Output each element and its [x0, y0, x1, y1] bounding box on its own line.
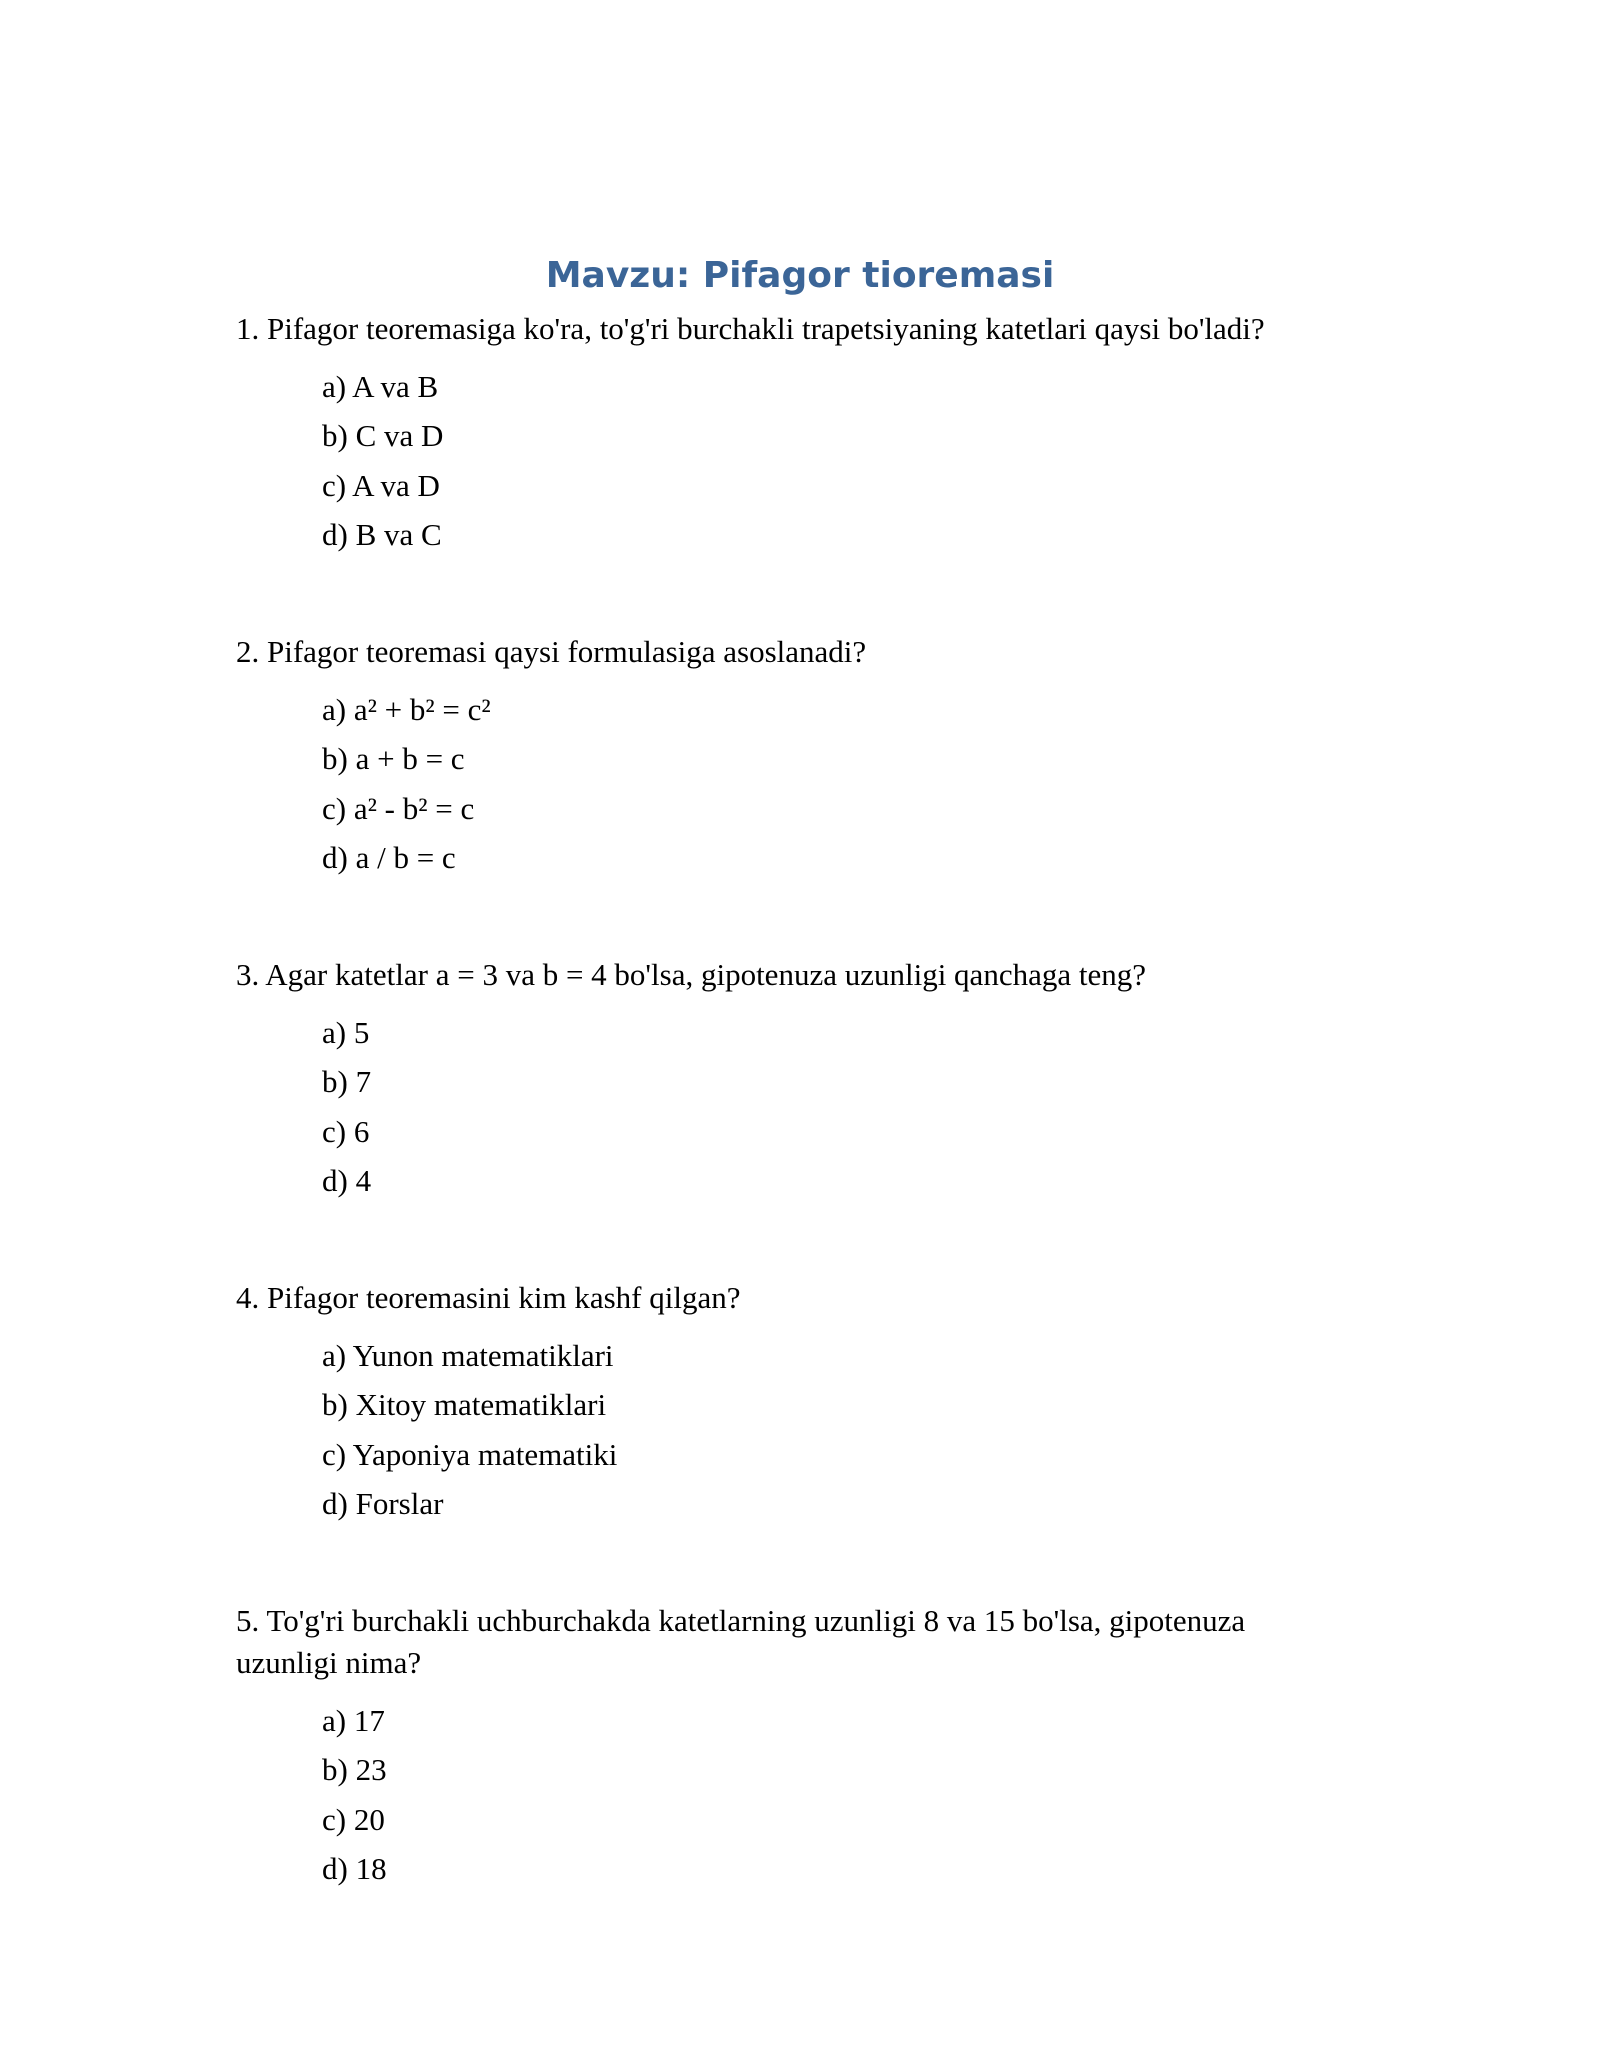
- question-1-option-a: a) A va B: [322, 369, 439, 404]
- question-2-option-a: a) a² + b² = c²: [322, 692, 491, 727]
- question-2: 2. Pifagor teoremasi qaysi formulasiga asoslanadi?: [236, 634, 867, 669]
- question-5: 5. To'g'ri burchakli uchburchakda katetlarning uzunligi 8 va 15 bo'lsa, gipotenuza uzunligi nima?: [236, 1603, 1246, 1680]
- question-2-option-c: c) a² - b² = c: [322, 791, 475, 826]
- question-4-option-d: d) Forslar: [322, 1486, 444, 1521]
- question-1-option-d: d) B va C: [322, 517, 442, 552]
- question-5-option-b: b) 23: [322, 1752, 387, 1787]
- question-3-option-d: d) 4: [322, 1163, 372, 1198]
- question-5-option-a: a) 17: [322, 1703, 385, 1738]
- question-1-option-b: b) C va D: [322, 418, 444, 453]
- question-3-option-c: c) 6: [322, 1114, 370, 1149]
- question-4: 4. Pifagor teoremasini kim kashf qilgan?: [236, 1280, 741, 1315]
- question-3-option-b: b) 7: [322, 1064, 372, 1099]
- question-1: 1. Pifagor teoremasiga ko'ra, to'g'ri burchakli trapetsiyaning katetlari qaysi bo'ladi?: [236, 311, 1265, 346]
- question-2-option-d: d) a / b = c: [322, 840, 456, 875]
- question-3: 3. Agar katetlar a = 3 va b = 4 bo'lsa, gipotenuza uzunligi qanchaga teng?: [236, 957, 1146, 992]
- question-4-option-c: c) Yaponiya matematiki: [322, 1437, 618, 1472]
- question-5-option-d: d) 18: [322, 1851, 387, 1886]
- question-1-option-c: c) A va D: [322, 468, 440, 503]
- question-5-option-c: c) 20: [322, 1802, 385, 1837]
- page-title: Mavzu: Pifagor tioremasi: [545, 255, 1055, 296]
- question-4-option-b: b) Xitoy matematiklari: [322, 1387, 607, 1422]
- question-2-option-b: b) a + b = c: [322, 741, 465, 776]
- question-4-option-a: a) Yunon matematiklari: [322, 1338, 614, 1373]
- question-3-option-a: a) 5: [322, 1015, 370, 1050]
